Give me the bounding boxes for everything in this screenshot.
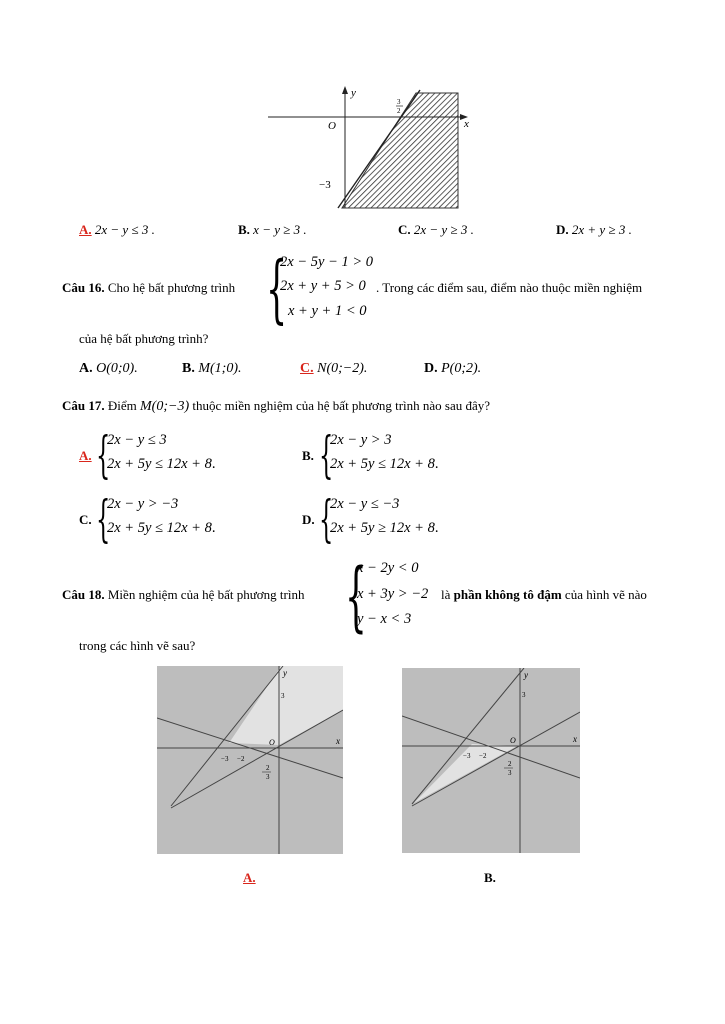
brace: {	[96, 426, 111, 484]
option-letter: D.	[424, 361, 438, 376]
q17-option-c[interactable]	[79, 490, 249, 548]
question-text: Miền nghiệm của hệ bất phương trình	[107, 587, 305, 602]
option-letter: A.	[79, 448, 92, 463]
origin-label: O	[510, 736, 516, 745]
q16-prompt-cont: của hệ bất phương trình?	[79, 331, 209, 346]
question-bold: phần không tô đậm	[453, 587, 562, 602]
tick-3half-den: 2	[397, 107, 401, 115]
system-line: x − 2y < 0	[357, 560, 419, 576]
option-letter: B.	[182, 361, 195, 376]
option-text: N(0;−2).	[317, 361, 368, 376]
option-text: P(0;2).	[441, 361, 482, 376]
tick-neg3: −3	[319, 179, 331, 191]
system-line: 2x − y ≤ 3	[107, 432, 167, 448]
q16-option-b[interactable]	[182, 361, 242, 377]
q18-figure-a[interactable]	[157, 666, 343, 854]
option-letter: A.	[79, 361, 93, 376]
system-line: 2x + 5y ≤ 12x + 8.	[107, 520, 216, 536]
q17-option-a[interactable]	[79, 426, 249, 484]
option-text: O(0;0).	[96, 361, 138, 376]
option-letter: B.	[302, 448, 314, 463]
q18-system	[345, 551, 440, 640]
q18-figure-a-label: A.	[243, 870, 256, 885]
tick-neg2: −2	[479, 752, 487, 760]
system-line: 2x − y > 3	[330, 432, 392, 448]
system-line: 2x + y + 5 > 0	[280, 278, 366, 294]
system-line: 2x + 5y ≤ 12x + 8.	[330, 456, 439, 472]
q16-system	[266, 246, 376, 332]
option-letter: D.	[556, 222, 569, 237]
option-letter: D.	[302, 512, 315, 527]
system-line: 2x − y ≤ −3	[330, 496, 400, 512]
tick-3: 3	[522, 691, 526, 699]
system-line: x + y + 1 < 0	[288, 303, 367, 319]
option-letter: C.	[79, 512, 92, 527]
system-line: 2x − y > −3	[107, 496, 179, 512]
q15-option-b[interactable]	[238, 222, 307, 238]
tick-frac-den: 3	[266, 773, 270, 781]
question-text: là	[441, 587, 451, 602]
figure-background	[402, 668, 580, 853]
option-text: 2x − y ≤ 3 .	[94, 222, 155, 237]
question-point: M(0;−3)	[140, 399, 190, 414]
option-text: 2x + y ≥ 3 .	[571, 222, 632, 237]
x-axis-label: x	[573, 734, 577, 744]
q18-prompt-after	[441, 587, 647, 603]
q16-prompt	[62, 280, 235, 296]
tick-frac-num: 2	[508, 760, 512, 768]
tick-3: 3	[281, 692, 285, 700]
system-line: 2x + 5y ≥ 12x + 8.	[330, 520, 439, 536]
tick-frac-den: 3	[508, 769, 512, 777]
option-text: M(1;0).	[198, 361, 242, 376]
option-letter: C.	[300, 361, 314, 376]
origin-label: O	[328, 120, 336, 132]
tick-frac-num: 2	[266, 764, 270, 772]
option-text: 2x − y ≥ 3 .	[413, 222, 474, 237]
x-axis-label: x	[464, 118, 469, 130]
q15-option-c[interactable]	[398, 222, 474, 238]
q18-figure-b[interactable]	[402, 668, 580, 853]
option-letter: B.	[238, 222, 250, 237]
system-line: 2x − 5y − 1 > 0	[280, 254, 373, 270]
question-label: Câu 18.	[62, 587, 105, 602]
brace: {	[266, 246, 288, 332]
q17-prompt	[62, 398, 490, 415]
origin-label: O	[269, 738, 275, 747]
tick-3half-num: 3	[397, 98, 401, 106]
tick-neg3: −3	[463, 752, 471, 760]
question-text: của hình vẽ nào	[564, 587, 647, 602]
y-axis-arrow	[342, 86, 348, 94]
q17-option-d[interactable]	[302, 490, 472, 548]
q18-prompt	[62, 587, 304, 603]
q18-prompt-cont: trong các hình vẽ sau?	[79, 638, 196, 653]
system-line: x + 3y > −2	[357, 586, 429, 602]
question-label: Câu 17.	[62, 398, 105, 413]
option-text: x − y ≥ 3 .	[253, 222, 307, 237]
q16-option-a[interactable]	[79, 361, 138, 377]
q15-option-a[interactable]	[79, 222, 155, 238]
q17-option-b[interactable]	[302, 426, 472, 484]
question-label: Câu 16.	[62, 280, 105, 295]
question-text: Điểm	[107, 398, 137, 413]
system-line: y − x < 3	[357, 611, 412, 627]
y-axis-label: y	[351, 87, 356, 99]
q18-figure-b-label: B.	[484, 870, 496, 885]
q16-option-c[interactable]	[300, 361, 367, 377]
system-line: 2x + 5y ≤ 12x + 8.	[107, 456, 216, 472]
y-axis-label: y	[283, 668, 287, 678]
q15-option-d[interactable]	[556, 222, 632, 238]
brace: {	[319, 426, 334, 484]
brace: {	[345, 551, 367, 640]
y-axis-label: y	[524, 670, 528, 680]
tick-neg2: −2	[237, 755, 245, 763]
q15-graph	[268, 84, 478, 212]
x-axis-label: x	[336, 736, 340, 746]
q16-option-d[interactable]	[424, 361, 481, 377]
tick-neg3: −3	[221, 755, 229, 763]
option-letter: C.	[398, 222, 411, 237]
brace: {	[319, 490, 334, 548]
question-text: Cho hệ bất phương trình	[107, 280, 236, 295]
q16-prompt-after: . Trong các điểm sau, điểm nào thuộc miền nghiệm	[376, 280, 643, 295]
brace: {	[96, 490, 111, 548]
option-letter: A.	[79, 222, 92, 237]
question-text: thuộc miền nghiệm của hệ bất phương trình nào sau đây?	[192, 398, 491, 413]
